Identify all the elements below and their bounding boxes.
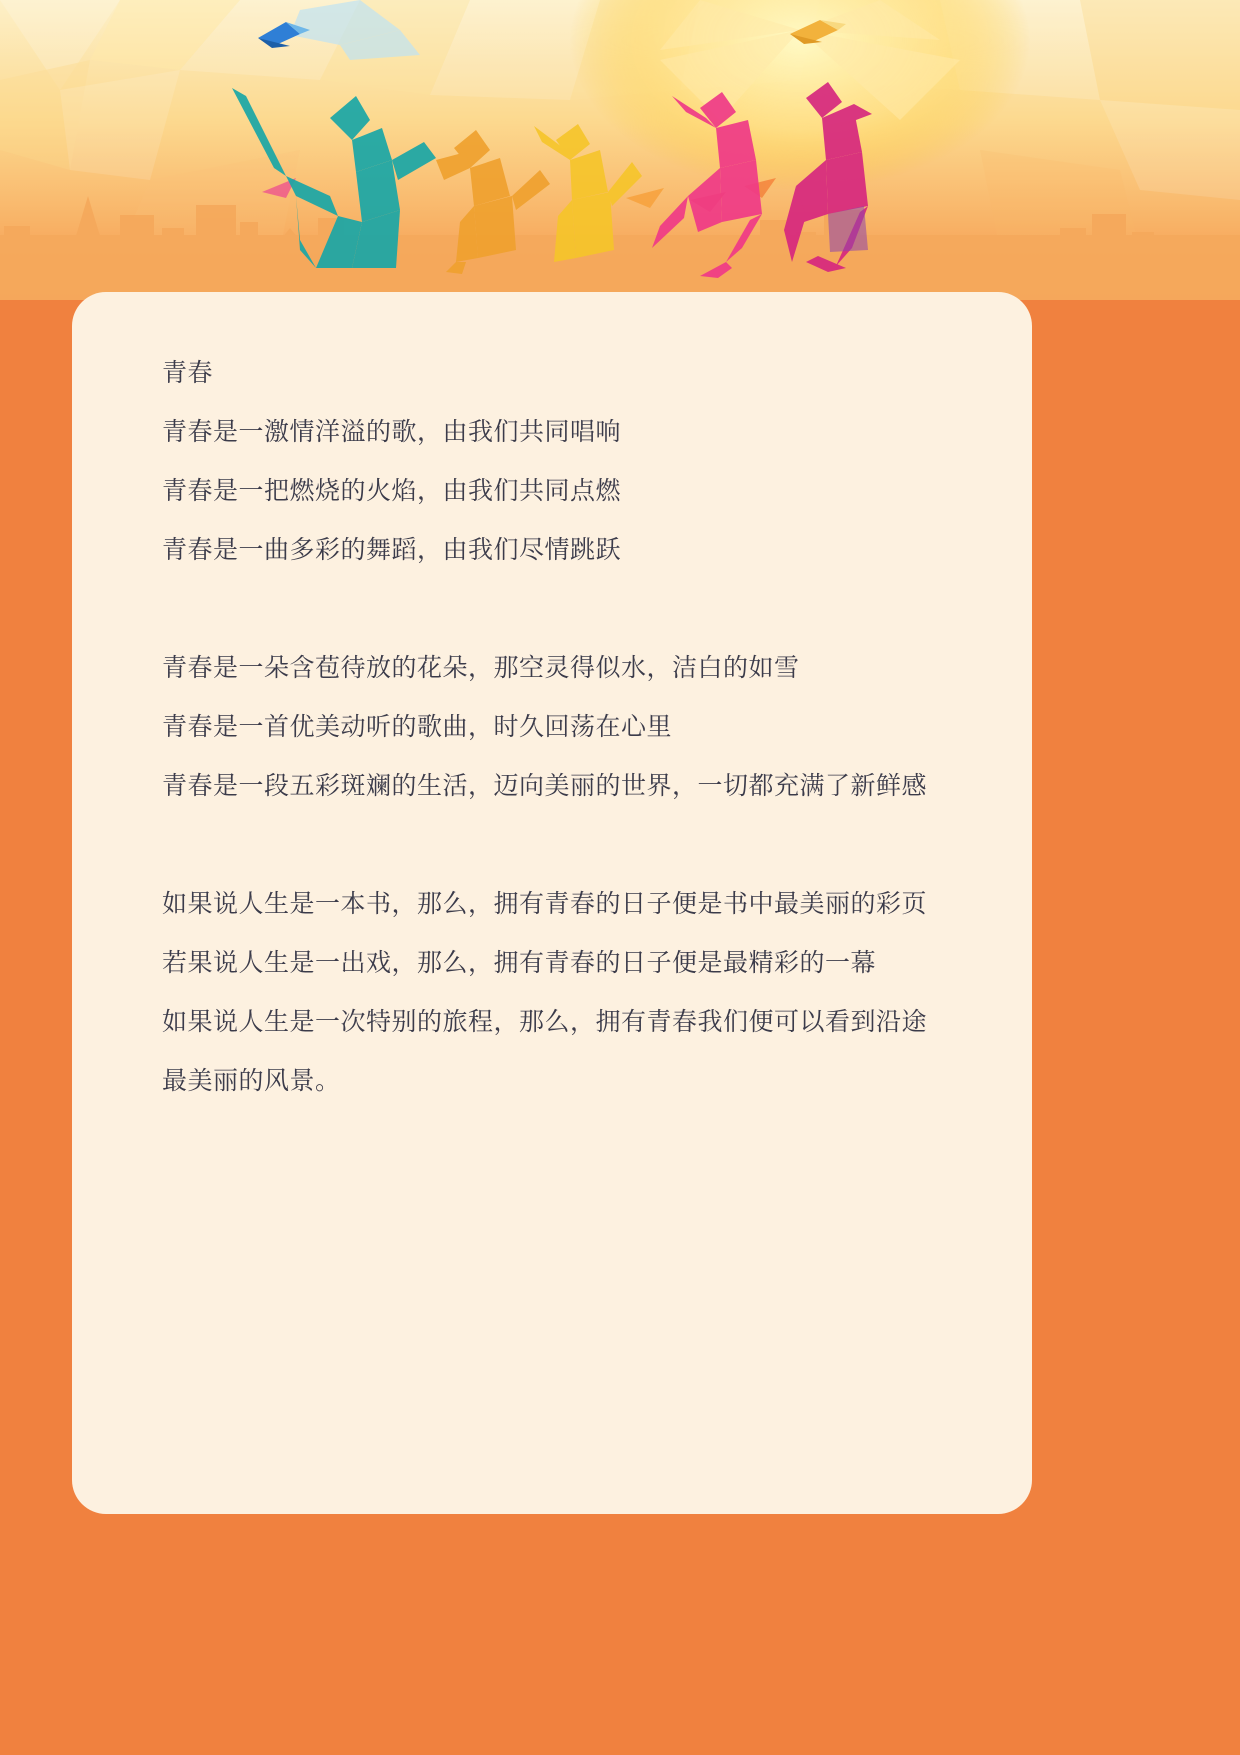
poem-title: 青春 xyxy=(162,359,214,387)
content-card xyxy=(72,292,1032,1514)
poem-line: 青春是一首优美动听的歌曲，时久回荡在心里 xyxy=(162,713,673,741)
poem-stanza-1 xyxy=(162,403,972,580)
header-banner xyxy=(0,0,1240,300)
poem-line: 最美丽的风景。 xyxy=(162,1067,341,1095)
poem-line: 青春是一激情洋溢的歌，由我们共同唱响 xyxy=(162,418,622,446)
stanza-spacer xyxy=(162,580,972,639)
poem-line: 如果说人生是一本书，那么，拥有青春的日子便是书中最美丽的彩页 xyxy=(162,890,928,918)
poem-line: 若果说人生是一出戏，那么，拥有青春的日子便是最精彩的一幕 xyxy=(162,949,877,977)
stanza-spacer xyxy=(162,816,972,875)
poem-body xyxy=(162,344,972,1111)
poem-stanza-2 xyxy=(162,639,972,816)
poem-line: 青春是一曲多彩的舞蹈，由我们尽情跳跃 xyxy=(162,536,622,564)
poem-line: 如果说人生是一次特别的旅程，那么，拥有青春我们便可以看到沿途 xyxy=(162,1008,928,1036)
poem-line: 青春是一把燃烧的火焰，由我们共同点燃 xyxy=(162,477,622,505)
poem-line: 青春是一朵含苞待放的花朵，那空灵得似水，洁白的如雪 xyxy=(162,654,800,682)
banner-artwork xyxy=(0,0,1240,300)
poem-line: 青春是一段五彩斑斓的生活，迈向美丽的世界，一切都充满了新鲜感 xyxy=(162,772,928,800)
poem-stanza-3 xyxy=(162,875,972,1111)
